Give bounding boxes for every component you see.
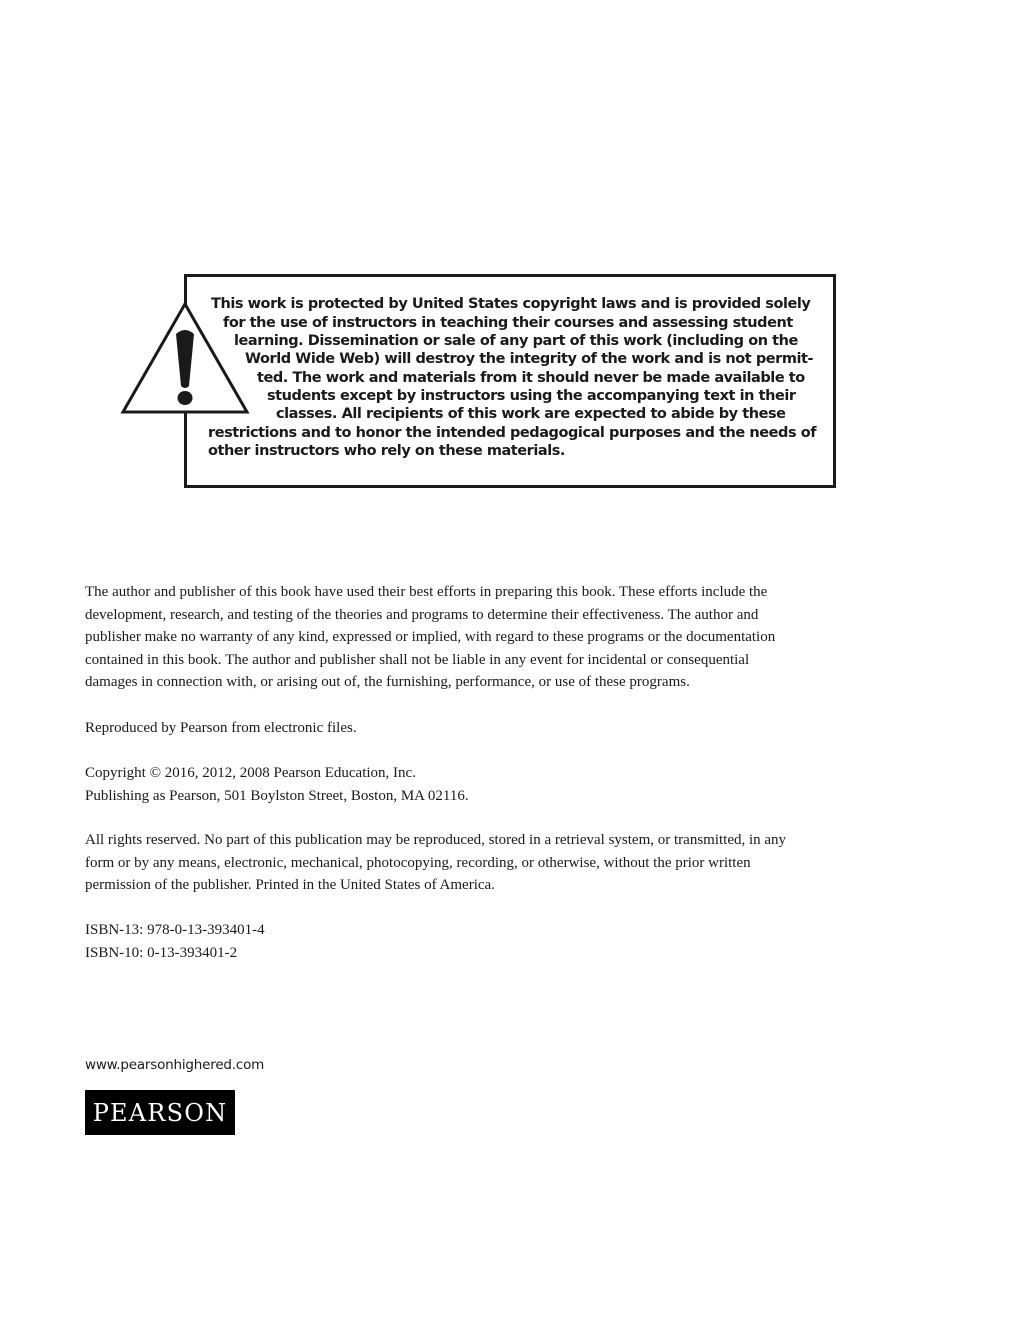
pearson-logo-text: PEARSON [92,1098,228,1127]
rights-line: All rights reserved. No part of this publication may be reproduced, stored in a retrieval system, or transmitted, in any [85,832,787,848]
disclaimer-line: contained in this book. The author and publisher shall not be liable in any event for incidental or consequential [85,651,750,668]
publisher-website: www.pearsonhighered.com [85,1057,265,1073]
warning-line-3: learning. Dissemination or sale of any part of this work (including on the [234,333,798,349]
warning-line-1: This work is protected by United States copyright laws and is provided solely [211,296,811,312]
warning-line-2: for the use of instructors in teaching their courses and assessing student [223,315,793,331]
publisher-address-line: Publishing as Pearson, 501 Boylston Street, Boston, MA 02116. [85,787,469,804]
pearson-logo [85,1090,235,1135]
isbn-10: ISBN-10: 0-13-393401-2 [85,944,238,961]
reproduced-line: Reproduced by Pearson from electronic files. [85,720,357,736]
disclaimer-line: development, research, and testing of the theories and programs to determine their effectiveness. The author and [85,606,759,623]
copyright-line: Copyright © 2016, 2012, 2008 Pearson Education, Inc. [85,765,416,781]
disclaimer-line: publisher make no warranty of any kind, expressed or implied, with regard to these programs or the documentation [85,629,776,646]
disclaimer-paragraph [85,581,885,694]
warning-line-5: ted. The work and materials from it should never be made available to [257,370,805,386]
warning-line-9: other instructors who rely on these materials. [208,443,565,459]
disclaimer-line: damages in connection with, or arising out of, the furnishing, performance, or use of these programs. [85,674,690,691]
isbn-13: ISBN-13: 978-0-13-393401-4 [85,922,265,938]
warning-line-7: classes. All recipients of this work are expected to abide by these [276,406,786,422]
rights-line: form or by any means, electronic, mechanical, photocopying, recording, or otherwise, without the prior written [85,854,751,871]
disclaimer-line: The author and publisher of this book have used their best efforts in preparing this book. These efforts include the [85,584,768,600]
rights-line: permission of the publisher. Printed in the United States of America. [85,877,495,894]
warning-line-8: restrictions and to honor the intended pedagogical purposes and the needs of [208,425,817,441]
reproduced-note [85,717,885,740]
warning-line-4: World Wide Web) will destroy the integrity of the work and is not permit- [245,351,814,367]
rights-paragraph [85,829,885,897]
isbn-block [85,919,885,964]
warning-line-6: students except by instructors using the accompanying text in their [267,388,796,404]
copyright-notice [85,762,885,807]
